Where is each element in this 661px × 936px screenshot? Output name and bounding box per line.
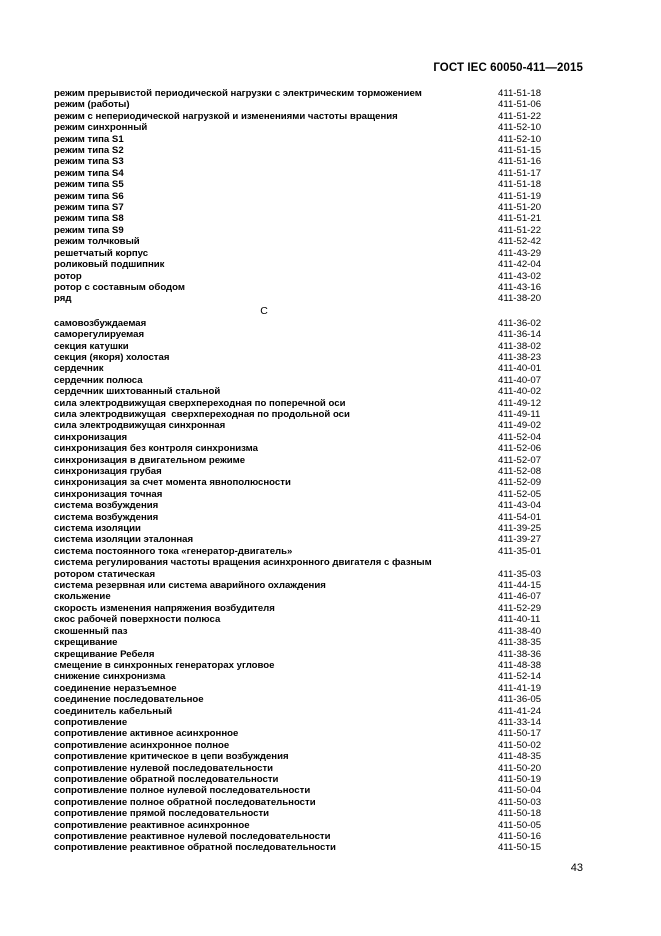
index-entry — [54, 293, 578, 304]
index-code: 411-52-10 — [498, 122, 542, 134]
index-code: 411-38-36 — [498, 648, 542, 660]
index-code: 411-51-18 — [498, 88, 542, 99]
section-letter: С — [260, 304, 268, 317]
index-code: 411-51-15 — [498, 145, 542, 157]
index-entry — [54, 614, 578, 625]
index-entry — [54, 626, 578, 637]
index-term: секция (якоря) холостая — [54, 351, 170, 363]
index-term: синхронизация — [54, 431, 128, 443]
index-term: режим синхронный — [54, 122, 148, 134]
index-entry — [54, 534, 578, 545]
index-entry — [54, 248, 578, 259]
index-code: 411-40-01 — [498, 363, 542, 375]
index-entry — [54, 546, 578, 557]
index-term: сопротивление активное асинхронное — [54, 728, 239, 740]
index-code: 411-40-11 — [498, 614, 541, 626]
index-code: 411-43-04 — [498, 500, 542, 512]
index-entry — [54, 706, 578, 717]
index-code: 411-38-23 — [498, 351, 542, 363]
index-term: сопротивление — [54, 716, 128, 728]
index-code: 411-43-29 — [498, 247, 542, 259]
index-entry — [54, 717, 578, 728]
index-code: 411-35-03 — [498, 568, 542, 580]
index-term: сердечник полюса — [54, 374, 143, 386]
index-entry — [54, 318, 578, 329]
index-term: синхронизация грубая — [54, 466, 162, 477]
index-term: синхронизация без контроля синхронизма — [54, 443, 258, 455]
index-term: режим типа S6 — [54, 190, 124, 202]
index-term: синхронизация за счет момента явнополюсности — [54, 477, 291, 489]
index-term: сопротивление реактивное асинхронное — [54, 819, 250, 831]
index-code: 411-51-17 — [498, 167, 542, 179]
index-entry — [54, 352, 578, 363]
index-term: скольжение — [54, 591, 111, 603]
index-entry — [54, 694, 578, 705]
index-code: 411-50-03 — [498, 796, 542, 808]
index-term: снижение синхронизма — [54, 671, 166, 683]
index-term: сила электродвижущая сверхпереходная по продольной оси — [54, 408, 350, 420]
index-term: соединитель кабельный — [54, 705, 173, 717]
index-code: 411-43-02 — [498, 270, 542, 282]
index-code: 411-52-09 — [498, 477, 542, 489]
index-code: 411-41-24 — [498, 705, 542, 717]
index-code: 411-41-19 — [498, 682, 542, 694]
index-code: 411-36-14 — [498, 329, 542, 341]
index-term: система резервная или система аварийного охлаждения — [54, 580, 326, 592]
index-term: система постоянного тока «генератор-двигатель» — [54, 545, 293, 557]
index-term: скошенный паз — [54, 625, 128, 637]
index-code: 411-51-06 — [498, 99, 542, 111]
index-entry — [54, 466, 578, 477]
index-entry — [54, 271, 578, 282]
index-code: 411-50-05 — [498, 819, 542, 831]
index-term: сила электродвижущая синхронная — [54, 420, 226, 432]
index-entry — [54, 603, 578, 614]
index-entry — [54, 477, 578, 488]
index-code: 411-54-01 — [498, 511, 542, 523]
index-code: 411-51-20 — [498, 202, 542, 214]
index-code: 411-36-02 — [498, 317, 542, 329]
index-entry — [54, 489, 578, 500]
index-term: синхронизация точная — [54, 488, 163, 500]
index-term: режим прерывистой периодической нагрузки с электрическим торможением — [54, 88, 422, 99]
index-entry — [54, 386, 578, 397]
index-term: система изоляции — [54, 523, 141, 535]
index-entry — [54, 797, 578, 808]
document-header: ГОСТ IEC 60050-411—2015 — [433, 62, 583, 74]
index-term: скрещивание Ребеля — [54, 648, 155, 660]
index-term: система возбуждения — [54, 511, 159, 523]
index-entry — [54, 763, 578, 774]
index-entry — [54, 259, 578, 270]
index-entry — [54, 88, 578, 99]
index-entry — [54, 329, 578, 340]
index-term: сила электродвижущая сверхпереходная по поперечной оси — [54, 397, 346, 409]
index-group-r — [54, 88, 578, 305]
index-code: 411-51-19 — [498, 190, 542, 202]
index-term: ротор с составным ободом — [54, 281, 185, 293]
index-code: 411-49-12 — [498, 397, 542, 409]
index-entry — [54, 202, 578, 213]
index-code: 411-50-17 — [498, 728, 542, 740]
index-term: режим типа S4 — [54, 167, 124, 179]
index-term: синхронизация в двигательном режиме — [54, 454, 246, 466]
index-code: 411-39-27 — [498, 534, 542, 546]
term-index — [54, 88, 578, 854]
index-term: сопротивление критическое в цепи возбуждения — [54, 751, 289, 763]
index-entry — [54, 580, 578, 591]
index-term: режим типа S8 — [54, 213, 124, 225]
index-entry — [54, 649, 578, 660]
index-term: соединение последовательное — [54, 694, 204, 706]
index-entry — [54, 785, 578, 796]
index-term: сердечник — [54, 363, 104, 375]
index-code: 411-51-22 — [498, 224, 542, 236]
index-entry — [54, 122, 578, 133]
index-term: сопротивление полное обратной последовательности — [54, 796, 316, 808]
index-entry — [54, 179, 578, 190]
index-code: 411-49-02 — [498, 420, 542, 432]
index-term: режим типа S2 — [54, 145, 124, 157]
index-term: режим типа S9 — [54, 224, 124, 236]
index-code: 411-44-15 — [498, 580, 542, 592]
index-code: 411-38-40 — [498, 625, 542, 637]
index-code: 411-49-11 — [498, 408, 541, 420]
index-code: 411-51-22 — [498, 110, 542, 122]
index-entry — [54, 500, 578, 511]
index-code: 411-46-07 — [498, 591, 542, 603]
index-code: 411-50-20 — [498, 762, 542, 774]
index-code: 411-38-20 — [498, 293, 542, 305]
index-entry — [54, 808, 578, 819]
index-term: роликовый подшипник — [54, 259, 165, 271]
index-entry — [54, 557, 578, 580]
index-term: сопротивление обратной последовательности — [54, 773, 279, 785]
index-code: 411-51-18 — [498, 179, 542, 191]
index-entry — [54, 156, 578, 167]
index-term: соединение неразъемное — [54, 682, 177, 694]
index-entry — [54, 512, 578, 523]
index-entry — [54, 751, 578, 762]
index-code: 411-50-02 — [498, 739, 542, 751]
index-entry — [54, 728, 578, 739]
index-code: 411-50-04 — [498, 785, 542, 797]
index-code: 411-51-21 — [498, 213, 542, 225]
index-code: 411-48-35 — [498, 751, 542, 763]
index-code: 411-51-16 — [498, 156, 542, 168]
index-code: 411-40-07 — [498, 374, 542, 386]
index-entry — [54, 523, 578, 534]
index-term: сопротивление нулевой последовательности — [54, 762, 274, 774]
index-code: 411-38-02 — [498, 340, 542, 352]
index-entry — [54, 455, 578, 466]
index-term: режим типа S3 — [54, 156, 124, 168]
index-entry — [54, 443, 578, 454]
index-code: 411-50-15 — [498, 842, 542, 854]
index-entry — [54, 191, 578, 202]
index-code: 411-52-04 — [498, 431, 542, 443]
index-term: система возбуждения — [54, 500, 159, 512]
index-term: сопротивление реактивное нулевой последовательности — [54, 831, 331, 842]
index-code: 411-52-10 — [498, 133, 542, 145]
index-entry — [54, 225, 578, 236]
index-code: 411-52-29 — [498, 602, 542, 614]
index-code: 411-52-05 — [498, 488, 542, 500]
index-entry — [54, 282, 578, 293]
index-code: 411-39-25 — [498, 523, 542, 535]
index-entry — [54, 409, 578, 420]
index-term: скорость изменения напряжения возбудителя — [54, 602, 275, 614]
index-entry — [54, 432, 578, 443]
index-entry — [54, 683, 578, 694]
index-entry — [54, 145, 578, 156]
index-entry — [54, 660, 578, 671]
index-entry — [54, 831, 578, 842]
index-term: система изоляции эталонная — [54, 534, 194, 546]
index-term: саморегулируемая — [54, 329, 145, 341]
index-entry — [54, 398, 578, 409]
index-code: 411-36-05 — [498, 694, 542, 706]
index-term: решетчатый корпус — [54, 247, 149, 259]
index-code: 411-50-18 — [498, 808, 542, 820]
index-code: 411-52-42 — [498, 236, 542, 248]
index-entry — [54, 134, 578, 145]
index-entry — [54, 236, 578, 247]
index-code: 411-52-07 — [498, 454, 542, 466]
index-entry — [54, 842, 578, 853]
index-entry — [54, 363, 578, 374]
index-term: режим типа S7 — [54, 202, 124, 214]
index-entry — [54, 820, 578, 831]
index-term: секция катушки — [54, 340, 129, 352]
index-term: скос рабочей поверхности полюса — [54, 614, 221, 626]
index-term: сердечник шихтованный стальной — [54, 386, 221, 398]
index-entry — [54, 341, 578, 352]
index-entry — [54, 420, 578, 431]
index-term: скрещивание — [54, 637, 118, 649]
index-entry — [54, 213, 578, 224]
index-entry — [54, 671, 578, 682]
index-code: 411-52-08 — [498, 466, 542, 477]
index-code: 411-38-35 — [498, 637, 542, 649]
page-number: 43 — [570, 862, 583, 874]
index-term: сопротивление асинхронное полное — [54, 739, 230, 751]
index-term: режим с непериодической нагрузкой и изменениями частоты вращения — [54, 110, 398, 122]
index-entry — [54, 740, 578, 751]
index-code: 411-52-14 — [498, 671, 542, 683]
index-entry — [54, 168, 578, 179]
index-term: режим типа S5 — [54, 179, 124, 191]
index-entry — [54, 591, 578, 602]
index-term: сопротивление полное нулевой последовательности — [54, 785, 311, 797]
index-entry — [54, 637, 578, 648]
index-term: смещение в синхронных генераторах угловое — [54, 659, 275, 671]
index-code: 411-50-16 — [498, 831, 542, 842]
index-term: ротор — [54, 270, 82, 282]
index-term: режим (работы) — [54, 99, 130, 111]
index-code: 411-52-06 — [498, 443, 542, 455]
index-term: сопротивление реактивное обратной последовательности — [54, 842, 336, 854]
index-term: система регулирования частоты вращения асинхронного двигателя с фазным ротором статическая — [54, 557, 432, 580]
index-code: 411-33-14 — [498, 716, 542, 728]
index-term: самовозбуждаемая — [54, 317, 147, 329]
index-entry — [54, 375, 578, 386]
index-term: сопротивление прямой последовательности — [54, 808, 270, 820]
index-entry — [54, 111, 578, 122]
index-code: 411-48-38 — [498, 659, 542, 671]
index-code: 411-35-01 — [498, 545, 542, 557]
index-code: 411-40-02 — [498, 386, 542, 398]
index-term: ряд — [54, 293, 72, 305]
index-code: 411-42-04 — [498, 259, 542, 271]
index-term: режим толчковый — [54, 236, 140, 248]
index-term: режим типа S1 — [54, 133, 124, 145]
index-code: 411-50-19 — [498, 773, 542, 785]
index-entry — [54, 99, 578, 110]
index-entry — [54, 774, 578, 785]
index-code: 411-43-16 — [498, 281, 542, 293]
index-group-s — [54, 318, 578, 854]
